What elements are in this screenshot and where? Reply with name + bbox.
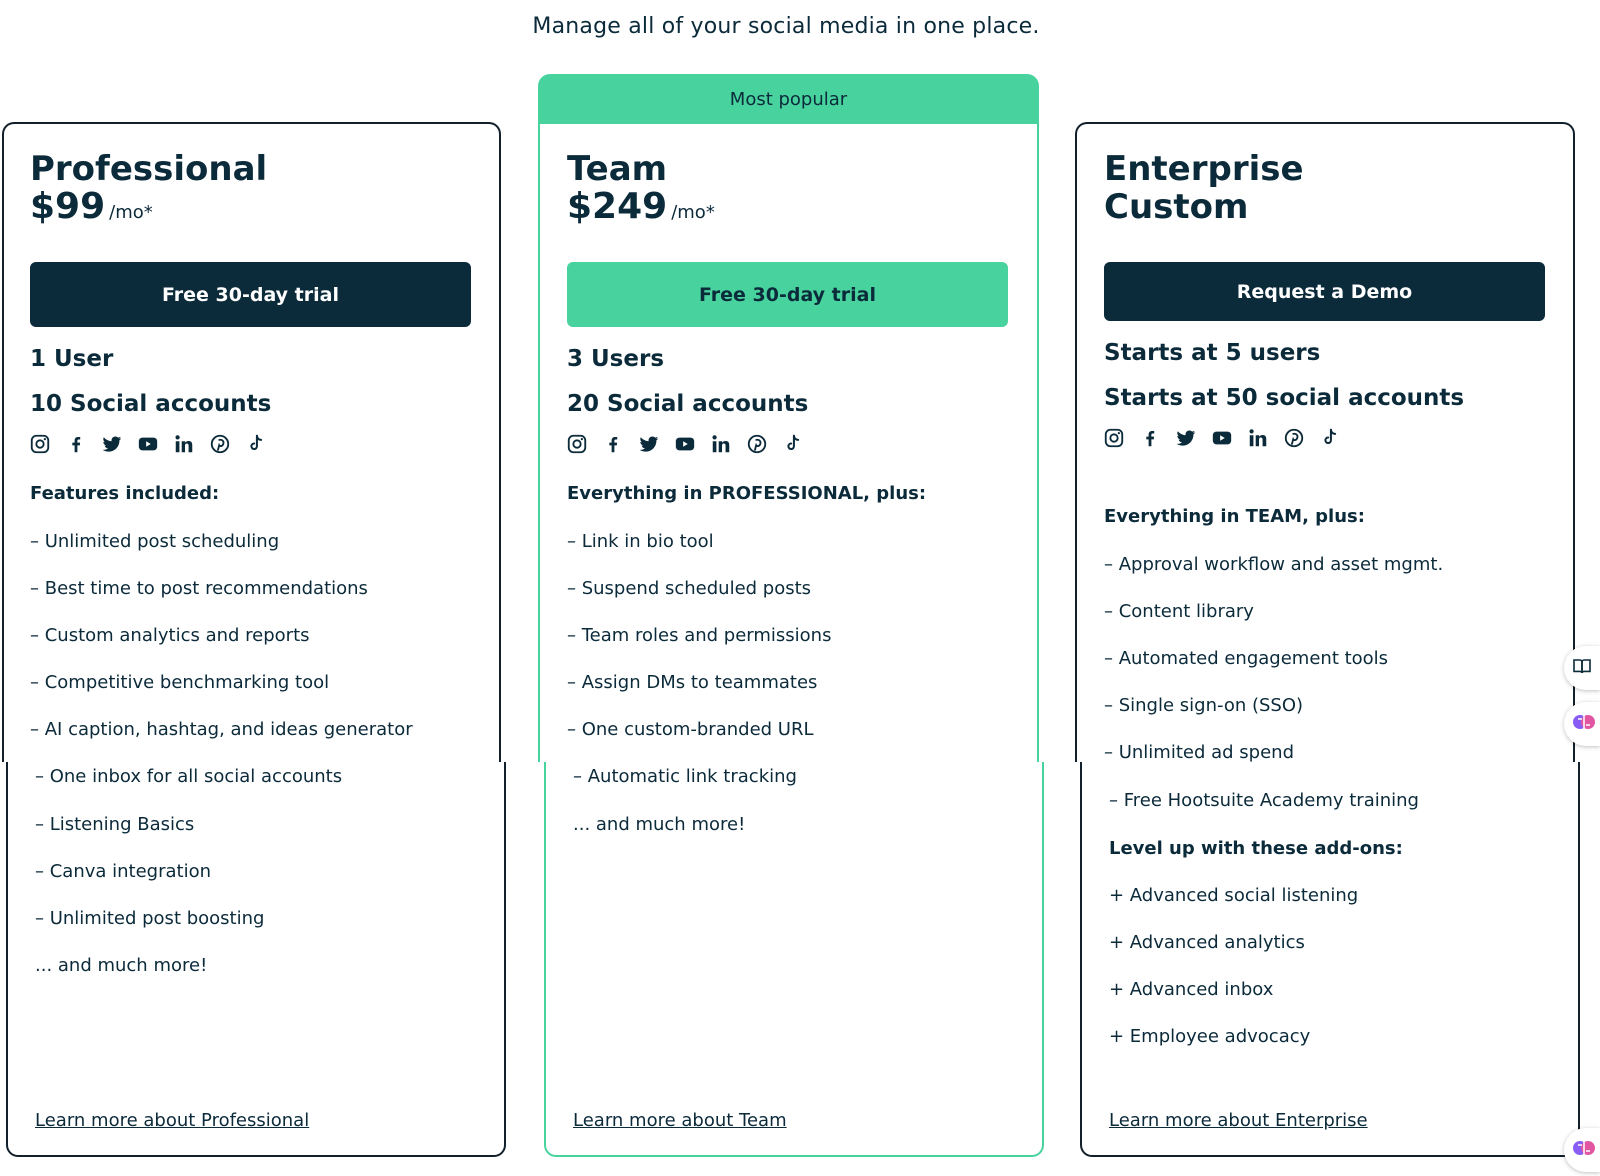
pinterest-icon [1283, 427, 1305, 449]
brain-icon [1572, 1136, 1596, 1164]
feature-item: – One custom-branded URL [567, 719, 814, 740]
features-heading: Everything in TEAM, plus: [1104, 506, 1365, 527]
learn-more-professional-link[interactable]: Learn more about Professional [35, 1110, 310, 1131]
feature-item: – One inbox for all social accounts [35, 766, 343, 787]
team-trial-button[interactable]: Free 30-day trial [567, 262, 1008, 327]
twitter-icon [1175, 427, 1197, 449]
youtube-icon [1211, 427, 1233, 449]
social-icons [566, 433, 804, 455]
tiktok-icon [1319, 427, 1341, 449]
youtube-icon [137, 433, 159, 455]
book-icon [1572, 657, 1592, 679]
facebook-icon [602, 433, 624, 455]
plan-title-line: Enterprise [1104, 149, 1304, 189]
features-heading: Features included: [30, 483, 220, 504]
feature-item: – Content library [1104, 601, 1254, 622]
facebook-icon [1139, 427, 1161, 449]
feature-item: – Custom analytics and reports [30, 625, 310, 646]
team-accounts: 20 Social accounts [567, 391, 809, 417]
feature-item: ... and much more! [573, 814, 746, 835]
pinterest-icon [209, 433, 231, 455]
enterprise-users: Starts at 5 users [1104, 340, 1321, 366]
page-tagline: Manage all of your social media in one place. [532, 14, 1040, 39]
social-icons [1103, 427, 1341, 449]
feature-item: – Single sign-on (SSO) [1104, 695, 1304, 716]
enterprise-card-lower [1080, 762, 1580, 1157]
addon-item: + Advanced social listening [1109, 885, 1359, 906]
addon-item: + Advanced inbox [1109, 979, 1274, 1000]
feature-item: – Unlimited post scheduling [30, 531, 280, 552]
professional-users: 1 User [30, 346, 114, 372]
feature-item: – Unlimited post boosting [35, 908, 265, 929]
feature-item: – Team roles and permissions [567, 625, 832, 646]
pinterest-icon [746, 433, 768, 455]
feature-item: – Assign DMs to teammates [567, 672, 818, 693]
professional-trial-button[interactable]: Free 30-day trial [30, 262, 471, 327]
feature-item: – Unlimited ad spend [1104, 742, 1295, 763]
feature-item: – Suspend scheduled posts [567, 578, 812, 599]
price-period: /mo* [109, 202, 153, 223]
tiktok-icon [782, 433, 804, 455]
ai-assistant-button-secondary[interactable] [1564, 1128, 1600, 1172]
price-period: /mo* [671, 202, 715, 223]
enterprise-accounts: Starts at 50 social accounts [1104, 385, 1465, 411]
feature-item: – Automated engagement tools [1104, 648, 1389, 669]
feature-item: – Approval workflow and asset mgmt. [1104, 554, 1444, 575]
social-icons [29, 433, 267, 455]
plan-title-team: Team [567, 149, 668, 189]
facebook-icon [65, 433, 87, 455]
plan-title-line: Custom [1104, 187, 1249, 227]
brain-icon [1572, 710, 1596, 738]
tiktok-icon [245, 433, 267, 455]
addon-item: + Employee advocacy [1109, 1026, 1311, 1047]
ai-assistant-button[interactable] [1564, 702, 1600, 746]
features-heading: Everything in PROFESSIONAL, plus: [567, 483, 927, 504]
price-amount: $99 [30, 186, 106, 227]
feature-item: – Competitive benchmarking tool [30, 672, 330, 693]
feature-item: – Automatic link tracking [573, 766, 797, 787]
youtube-icon [674, 433, 696, 455]
instagram-icon [29, 433, 51, 455]
addons-heading: Level up with these add-ons: [1109, 838, 1403, 859]
feature-item: ... and much more! [35, 955, 208, 976]
plan-price-professional [30, 186, 153, 227]
feature-item: – Canva integration [35, 861, 212, 882]
learn-more-team-link[interactable]: Learn more about Team [573, 1110, 787, 1131]
plan-title-professional: Professional [30, 149, 268, 189]
linkedin-icon [1247, 427, 1269, 449]
twitter-icon [638, 433, 660, 455]
request-demo-button[interactable]: Request a Demo [1104, 262, 1545, 321]
feature-item: – Best time to post recommendations [30, 578, 368, 599]
addon-item: + Advanced analytics [1109, 932, 1305, 953]
linkedin-icon [173, 433, 195, 455]
professional-accounts: 10 Social accounts [30, 391, 272, 417]
feature-item: – Listening Basics [35, 814, 195, 835]
learn-more-enterprise-link[interactable]: Learn more about Enterprise [1109, 1110, 1368, 1131]
instagram-icon [1103, 427, 1125, 449]
feature-item: – Link in bio tool [567, 531, 714, 552]
plan-title-enterprise [1104, 150, 1304, 226]
linkedin-icon [710, 433, 732, 455]
most-popular-badge: Most popular [538, 74, 1039, 124]
price-amount: $249 [567, 186, 668, 227]
feature-item: – AI caption, hashtag, and ideas generator [30, 719, 413, 740]
feature-item: – Free Hootsuite Academy training [1109, 790, 1419, 811]
reader-mode-button[interactable] [1564, 646, 1600, 690]
plan-price-team [567, 186, 715, 227]
instagram-icon [566, 433, 588, 455]
twitter-icon [101, 433, 123, 455]
team-users: 3 Users [567, 346, 665, 372]
